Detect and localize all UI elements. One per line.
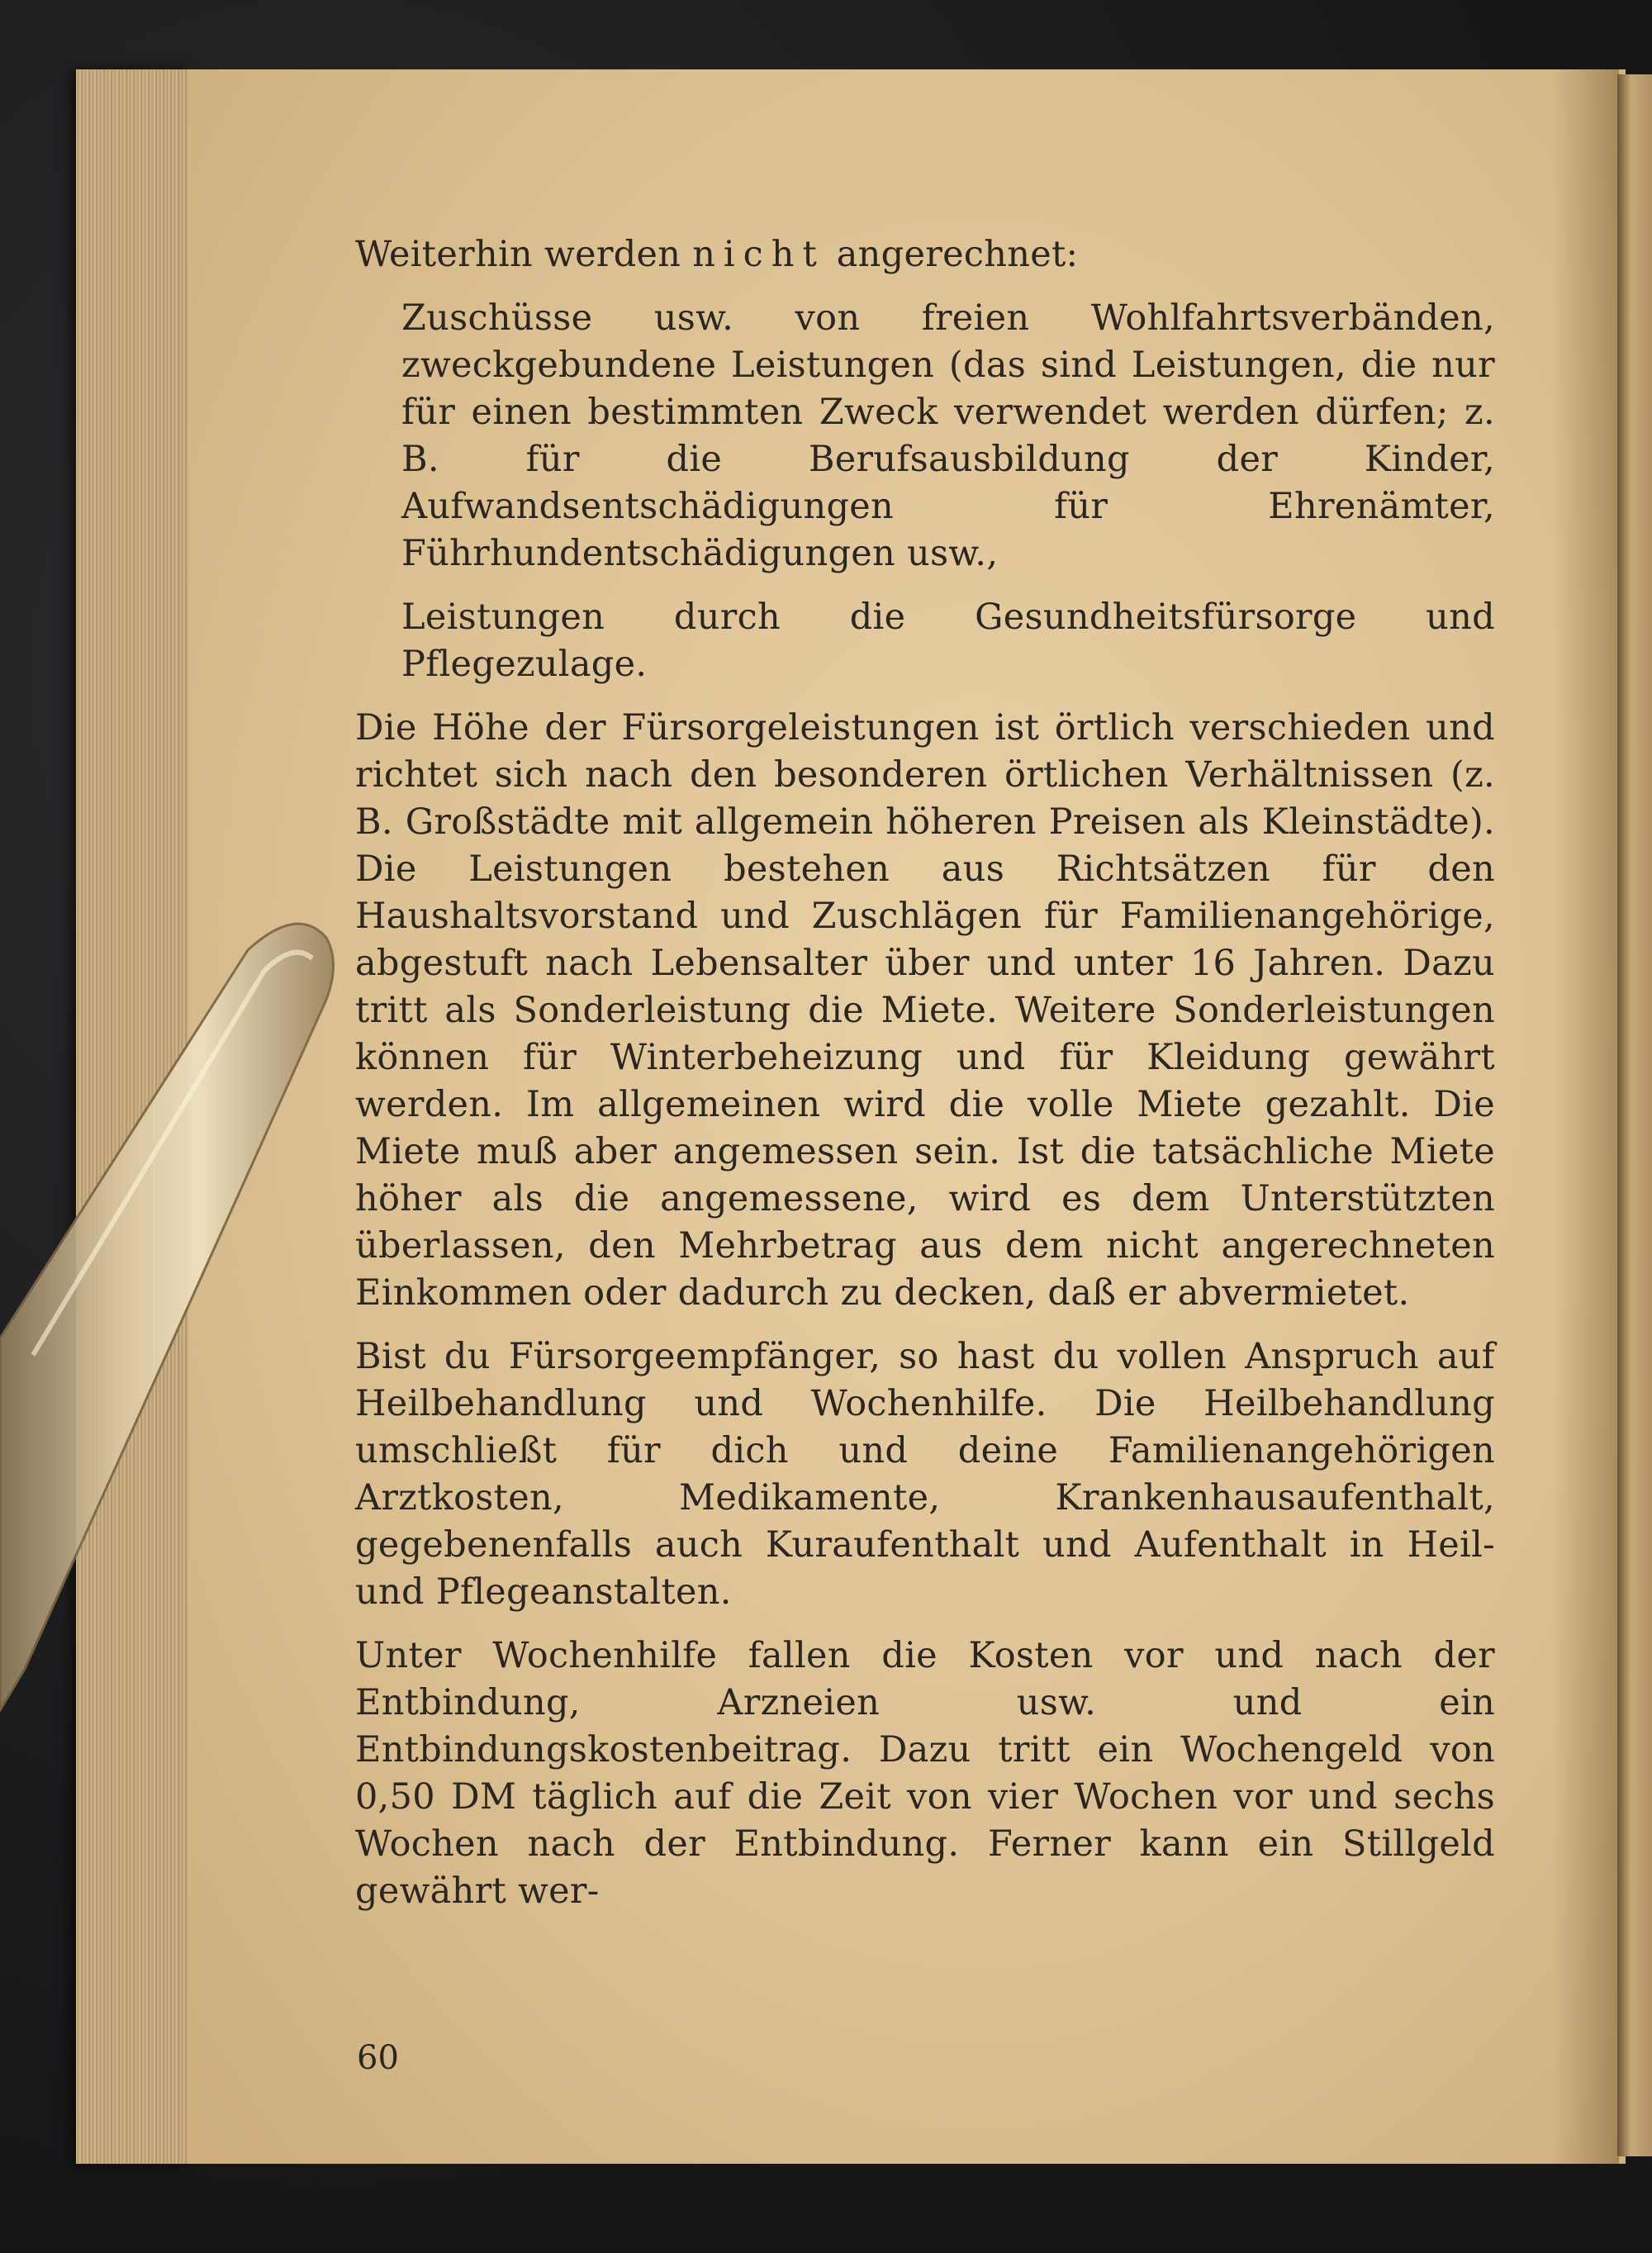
paragraph-medical-care: Bist du Fürsorgeempfänger, so hast du vollen Anspruch auf Heilbehandlung und Wochenhilfe. Die Heilbehandlung umschließt für dich und deine Familienangehörigen Arztkosten, Medikamente, Krankenhausaufenthalt, gegebenenfalls auch Kuraufenthalt und Aufenthalt in Heil- und Pflegeanstalten. [355,1336,1495,1613]
excluded-item-1: Zuschüsse usw. von freien Wohlfahrtsverbänden, zweckgebundene Leistungen (das sind Leistungen, die nur für einen bestimmten Zweck verwendet werden dürfen; z. B. für die Berufsausbildung der Kinder, Aufwandsentschädigungen für Ehrenämter, Führhundentschädigungen usw., [401,297,1495,574]
spine-shadow [1553,69,1619,2164]
page-number: 60 [357,2039,399,2077]
page-edges-left [76,69,192,2164]
excluded-item-2: Leistungen durch die Gesundheitsfürsorge und Pflegezulage. [401,597,1495,685]
next-page-edge [1617,74,1652,2156]
intro-line [355,231,1495,278]
intro-emphasis: nicht [692,234,825,275]
intro-text-after: angerechnet: [824,234,1079,275]
page-text [355,231,1495,1932]
paragraph-amount: Die Höhe der Fürsorgeleistungen ist örtlich verschieden und richtet sich nach den besonderen örtlichen Verhältnissen (z. B. Großstädte mit allgemein höheren Preisen als Kleinstädte). Die Leistungen bestehen aus Richtsätzen für den Haushaltsvorstand und Zuschlägen für Familienangehörige, abgestuft nach Lebensalter über und unter 16 Jahren. Dazu tritt als Sonderleistung die Miete. Weitere Sonderleistungen können für Winterbeheizung und für Kleidung gewährt werden. Im allgemeinen wird die volle Miete gezahlt. Die Miete muß aber angemessen sein. Ist die tatsächliche Miete höher als die angemessene, wird es dem Unterstützten überlassen, den Mehrbetrag aus dem nicht angerechneten Einkommen oder dadurch zu decken, daß er abvermietet. [355,707,1495,1314]
paragraph-maternity: Unter Wochenhilfe fallen die Kosten vor und nach der Entbindung, Arzneien usw. und ein Entbindungskostenbeitrag. Dazu tritt ein Wochengeld von 0,50 DM täglich auf die Zeit von vier Wochen vor und sechs Wochen nach der Entbindung. Ferner kann ein Stillgeld gewährt wer- [355,1635,1495,1912]
intro-text-before: Weiterhin werden [355,234,693,275]
